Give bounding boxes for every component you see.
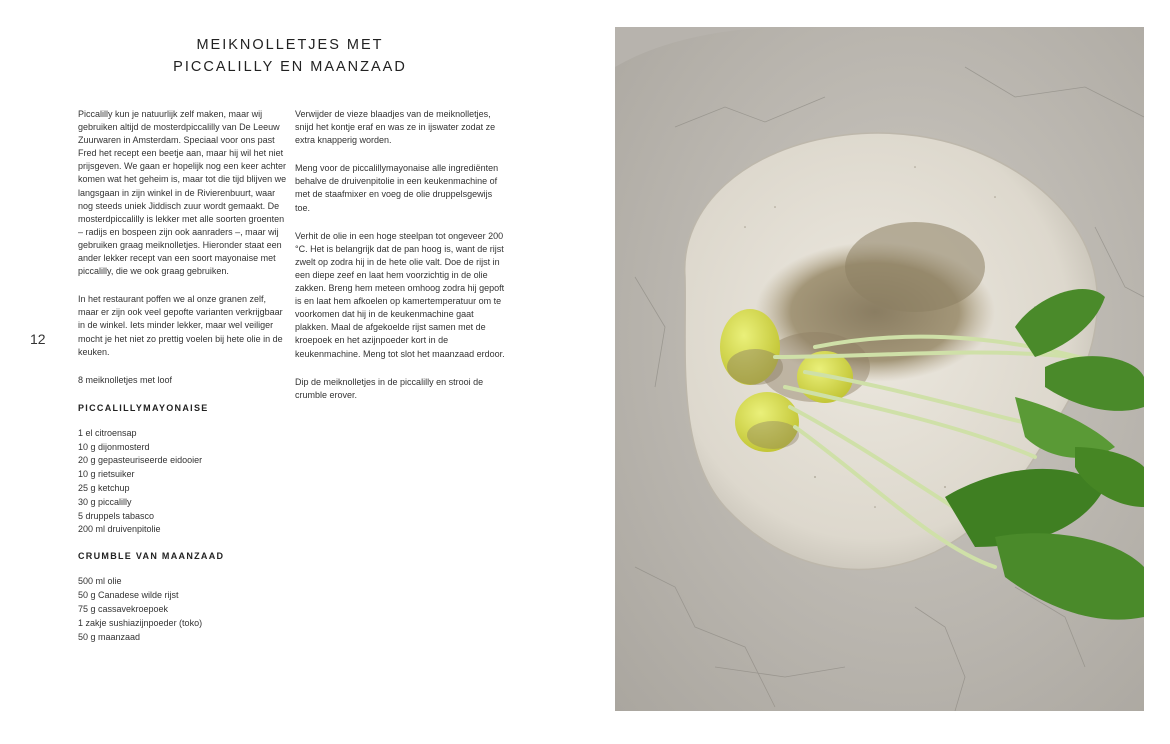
list-item: 50 g maanzaad [78, 631, 141, 642]
recipe-title [150, 34, 430, 78]
mayo-heading: PICCALILLYMAYONAISE [78, 402, 209, 413]
list-item: 30 g piccalilly [78, 496, 132, 507]
base-ingredient: 8 meiknolletjes met loof [78, 374, 173, 385]
mayo-ingredient-list [78, 427, 288, 537]
crumble-heading: CRUMBLE VAN MAANZAAD [78, 551, 225, 562]
method-step-4: Dip de meiknolletjes in de piccalilly en strooi de crumble erover. [295, 376, 484, 400]
list-item: 10 g rietsuiker [78, 469, 135, 480]
list-item: 1 zakje sushiazijnpoeder (toko) [78, 617, 203, 628]
title-line-2: PICCALILLY EN MAANZAAD [173, 59, 407, 75]
list-item: 10 g dijonmosterd [78, 441, 150, 452]
crumble-ingredient-list [78, 575, 288, 644]
page-number: 12 [30, 331, 46, 347]
method-step-3: Verhit de olie in een hoge steelpan tot ongeveer 200 °C. Het is belangrijk dat de pan hoog is, want de rijst zwelt op zodra hij in de hete olie valt. Doe de rijst in een diepe zeef en laat hem voorzichtig in de olie zakken. Breng hem meteen omhoog zodra hij gepoft is en laat hem afkoelen op kamertemperatuur om te voorkomen dat hij in de keukenmachine gaat plakken. Maal de afgekoelde rijst samen met de kroepoek en het azijnpoeder kort in de keukenmachine. Meng tot slot het maanzaad erdoor. [295, 230, 505, 359]
intro-paragraph-2: In het restaurant poffen we al onze granen zelf, maar er zijn ook veel gepofte varianten verkrijgbaar in de winkel. Iets minder lekker, maar wel veiliger mocht je het niet zo prettig voelen bij hete olie in de keuken. [78, 294, 283, 357]
method-step-1: Verwijder de vieze blaadjes van de meiknolletjes, snijd het kontje eraf en was ze in ijswater zodat ze extra knapperig worden. [295, 109, 496, 146]
list-item: 75 g cassavekroepoek [78, 603, 169, 614]
list-item: 1 el citroensap [78, 427, 137, 438]
list-item: 500 ml olie [78, 576, 122, 587]
food-photo [615, 27, 1144, 711]
title-line-1: MEIKNOLLETJES MET [196, 37, 384, 53]
right-column [295, 108, 507, 417]
intro-paragraph-1: Piccalilly kun je natuurlijk zelf maken, maar wij gebruiken altijd de mosterdpiccalilly van De Leeuw Zuurwaren in Amsterdam. Speciaal voor ons past Fred het recept een beetje aan, maar hij wil het niet prijsgeven. We gaan er hopelijk nog een keer achter komen wat het geheim is, maar tot die tijd blijven we langsgaan in zijn winkel in de Rivierenbuurt, waar nog steeds uniek Jiddisch zuur wordt gemaakt. De mosterdpiccalilly is lekker met alle soorten groenten – radijs en bospeen zijn ook aanraders –, maar wij gebruiken graag meiknolletjes. Hieronder staat een ander lekker recept van een soort mayonaise met piccalilly, die we ook graag gebruiken. [78, 109, 287, 277]
list-item: 200 ml druivenpitolie [78, 524, 161, 535]
list-item: 50 g Canadese wilde rijst [78, 590, 179, 601]
list-item: 25 g ketchup [78, 483, 130, 494]
left-column [78, 108, 288, 657]
list-item: 5 druppels tabasco [78, 510, 155, 521]
list-item: 20 g gepasteuriseerde eidooier [78, 455, 203, 466]
method-step-2: Meng voor de piccalillymayonaise alle ingrediënten behalve de druivenpitolie in een keukenmachine of met de staafmixer en voeg de olie druppelsgewijs toe. [295, 163, 499, 213]
